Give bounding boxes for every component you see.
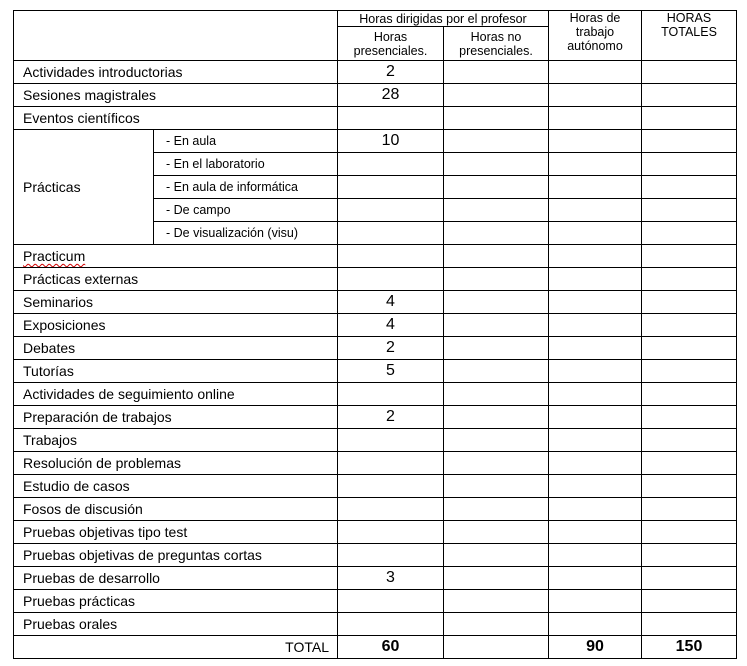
row-label: Practicum [23, 248, 86, 264]
presenciales-cell [338, 498, 444, 521]
presenciales-cell [338, 590, 444, 613]
table-row [14, 245, 737, 268]
practicas-sub-label: - De visualización (visu) [154, 222, 338, 245]
table-row [14, 475, 737, 498]
presenciales-cell [338, 153, 444, 176]
table-row [14, 406, 737, 429]
row-label: Preparación de trabajos [14, 406, 338, 429]
table-row [14, 130, 737, 153]
row-label: Tutorías [14, 360, 338, 383]
row-label: Exposiciones [14, 314, 338, 337]
row-label: Estudio de casos [14, 475, 338, 498]
header-group-label: Horas dirigidas por el profesor [338, 11, 549, 27]
presenciales-cell [338, 268, 444, 291]
table-row [14, 291, 737, 314]
table-row [14, 429, 737, 452]
row-label: Pruebas de desarrollo [14, 567, 338, 590]
presenciales-cell [338, 383, 444, 406]
row-label: Prácticas externas [14, 268, 338, 291]
row-label: Pruebas prácticas [14, 590, 338, 613]
row-label: Sesiones magistrales [14, 84, 338, 107]
practicas-sub-label: - De campo [154, 199, 338, 222]
header-presenciales: Horas presenciales. [338, 27, 444, 61]
total-autonomo: 90 [549, 636, 642, 659]
presenciales-cell [338, 199, 444, 222]
table-row [14, 314, 737, 337]
hours-table [13, 10, 737, 659]
table-row [14, 613, 737, 636]
presenciales-cell: 4 [338, 291, 444, 314]
row-label: Fosos de discusión [14, 498, 338, 521]
table-row [14, 383, 737, 406]
presenciales-cell [338, 452, 444, 475]
row-label: Pruebas objetivas tipo test [14, 521, 338, 544]
table-row [14, 268, 737, 291]
table-row [14, 84, 737, 107]
table-row [14, 544, 737, 567]
row-label: Trabajos [14, 429, 338, 452]
table-row [14, 107, 737, 130]
header-autonomo: Horas de trabajo autónomo [549, 11, 642, 61]
total-row [14, 636, 737, 659]
presenciales-cell: 4 [338, 314, 444, 337]
practicas-sub-label: - En aula de informática [154, 176, 338, 199]
presenciales-cell: 5 [338, 360, 444, 383]
presenciales-cell [338, 222, 444, 245]
presenciales-cell [338, 176, 444, 199]
row-label: Actividades introductorias [14, 61, 338, 84]
presenciales-cell: 10 [338, 130, 444, 153]
presenciales-cell: 28 [338, 84, 444, 107]
table-row [14, 498, 737, 521]
total-label: TOTAL [14, 636, 338, 659]
row-label: Pruebas objetivas de preguntas cortas [14, 544, 338, 567]
row-label: Pruebas orales [14, 613, 338, 636]
presenciales-cell [338, 429, 444, 452]
practicas-sub-label: - En el laboratorio [154, 153, 338, 176]
table-row [14, 590, 737, 613]
presenciales-cell: 2 [338, 406, 444, 429]
row-label: Seminarios [14, 291, 338, 314]
table-row [14, 567, 737, 590]
table-row [14, 452, 737, 475]
total-totales: 150 [642, 636, 737, 659]
table-row [14, 337, 737, 360]
header-empty-cell [14, 11, 338, 61]
presenciales-cell [338, 245, 444, 268]
header-no-presenciales: Horas no presenciales. [444, 27, 549, 61]
row-label: Actividades de seguimiento online [14, 383, 338, 406]
presenciales-cell [338, 544, 444, 567]
table-row [14, 521, 737, 544]
table-row [14, 360, 737, 383]
practicas-sub-label: - En aula [154, 130, 338, 153]
presenciales-cell [338, 521, 444, 544]
header-totales: HORAS TOTALES [642, 11, 737, 61]
presenciales-cell [338, 613, 444, 636]
presenciales-cell: 3 [338, 567, 444, 590]
practicas-group-label: Prácticas [14, 130, 154, 245]
total-no-presenciales [444, 636, 549, 659]
presenciales-cell [338, 475, 444, 498]
row-label: Debates [14, 337, 338, 360]
presenciales-cell: 2 [338, 337, 444, 360]
row-label: Eventos científicos [14, 107, 338, 130]
presenciales-cell [338, 107, 444, 130]
table-row [14, 61, 737, 84]
presenciales-cell: 2 [338, 61, 444, 84]
total-presenciales: 60 [338, 636, 444, 659]
row-label: Resolución de problemas [14, 452, 338, 475]
